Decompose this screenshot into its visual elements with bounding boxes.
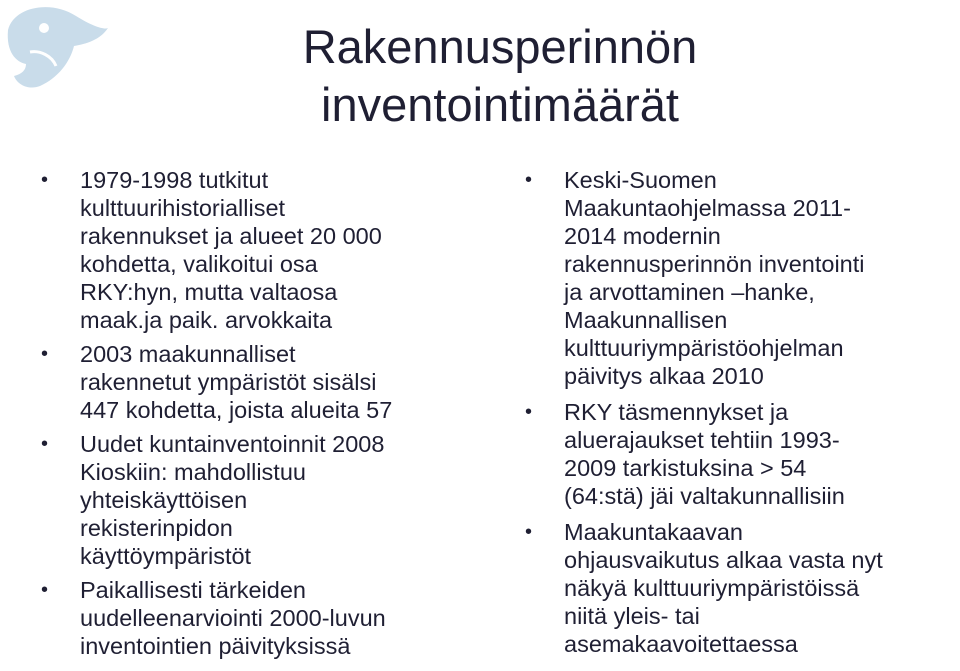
bullet-dot-icon: • bbox=[525, 401, 533, 423]
bullet-item bbox=[40, 576, 460, 660]
left-bullet-list bbox=[40, 166, 460, 666]
text-line: uudelleenarviointi 2000-luvun bbox=[80, 605, 386, 631]
bullet-item bbox=[40, 430, 460, 570]
text-line: inventointien päivityksissä bbox=[80, 633, 351, 659]
text-line: 1979-1998 tutkitut bbox=[80, 167, 269, 193]
title-line-1: Rakennusperinnön bbox=[302, 20, 698, 73]
text-line: yhteiskäyttöisen bbox=[80, 487, 248, 513]
text-line: maak.ja paik. arvokkaita bbox=[80, 307, 333, 333]
text-line: Kioskiin: mahdollistuu bbox=[80, 459, 306, 485]
title-line-2: inventointimäärät bbox=[321, 78, 679, 131]
text-line: kulttuurihistorialliset bbox=[80, 195, 286, 221]
text-line: aluerajaukset tehtiin 1993- bbox=[564, 427, 840, 453]
text-line: Maakuntakaavan bbox=[564, 519, 743, 545]
text-line: päivitys alkaa 2010 bbox=[564, 363, 764, 389]
bullet-item bbox=[524, 166, 960, 390]
bullet-dot-icon: • bbox=[525, 169, 533, 191]
bird-emblem-icon bbox=[0, 0, 112, 96]
bullet-dot-icon: • bbox=[41, 169, 49, 191]
text-line: kohdetta, valikoitui osa bbox=[80, 251, 318, 277]
text-line: Maakuntaohjelmassa 2011- bbox=[564, 195, 851, 221]
bullet-item bbox=[40, 340, 460, 424]
text-line: kulttuuriympäristöohjelman bbox=[564, 335, 844, 361]
text-line: 2014 modernin bbox=[564, 223, 721, 249]
text-line: (64:stä) jäi valtakunnallisiin bbox=[564, 483, 845, 509]
text-line: 2003 maakunnalliset bbox=[80, 341, 296, 367]
text-line: 447 kohdetta, joista alueita 57 bbox=[80, 397, 393, 423]
bullet-dot-icon: • bbox=[41, 433, 49, 455]
page-title bbox=[200, 18, 800, 134]
text-line: RKY täsmennykset ja bbox=[564, 399, 789, 425]
bullet-dot-icon: • bbox=[525, 521, 533, 543]
text-line: ohjausvaikutus alkaa vasta nyt bbox=[564, 547, 883, 573]
text-line: rakennukset ja alueet 20 000 bbox=[80, 223, 382, 249]
text-line: näkyä kulttuuriympäristöissä bbox=[564, 575, 860, 601]
text-line: RKY:hyn, mutta valtaosa bbox=[80, 279, 338, 305]
text-line: rekisterinpidon bbox=[80, 515, 233, 541]
text-line: ja arvottaminen –hanke, bbox=[564, 279, 815, 305]
text-line: rakennusperinnön inventointi bbox=[564, 251, 865, 277]
bullet-item bbox=[524, 398, 960, 510]
text-line: Uudet kuntainventoinnit 2008 bbox=[80, 431, 385, 457]
text-line: rakennetut ympäristöt sisälsi bbox=[80, 369, 377, 395]
bullet-dot-icon: • bbox=[41, 579, 49, 601]
text-line: Paikallisesti tärkeiden bbox=[80, 577, 306, 603]
text-line: Keski-Suomen bbox=[564, 167, 717, 193]
bullet-item bbox=[40, 166, 460, 334]
text-line: 2009 tarkistuksina > 54 bbox=[564, 455, 807, 481]
bullet-dot-icon: • bbox=[41, 343, 49, 365]
text-line: niitä yleis- tai bbox=[564, 603, 700, 629]
text-line: Maakunnallisen bbox=[564, 307, 728, 333]
text-line: käyttöympäristöt bbox=[80, 543, 252, 569]
text-line: asemakaavoitettaessa bbox=[564, 631, 798, 657]
right-bullet-list bbox=[524, 166, 960, 666]
bullet-item bbox=[524, 518, 960, 658]
